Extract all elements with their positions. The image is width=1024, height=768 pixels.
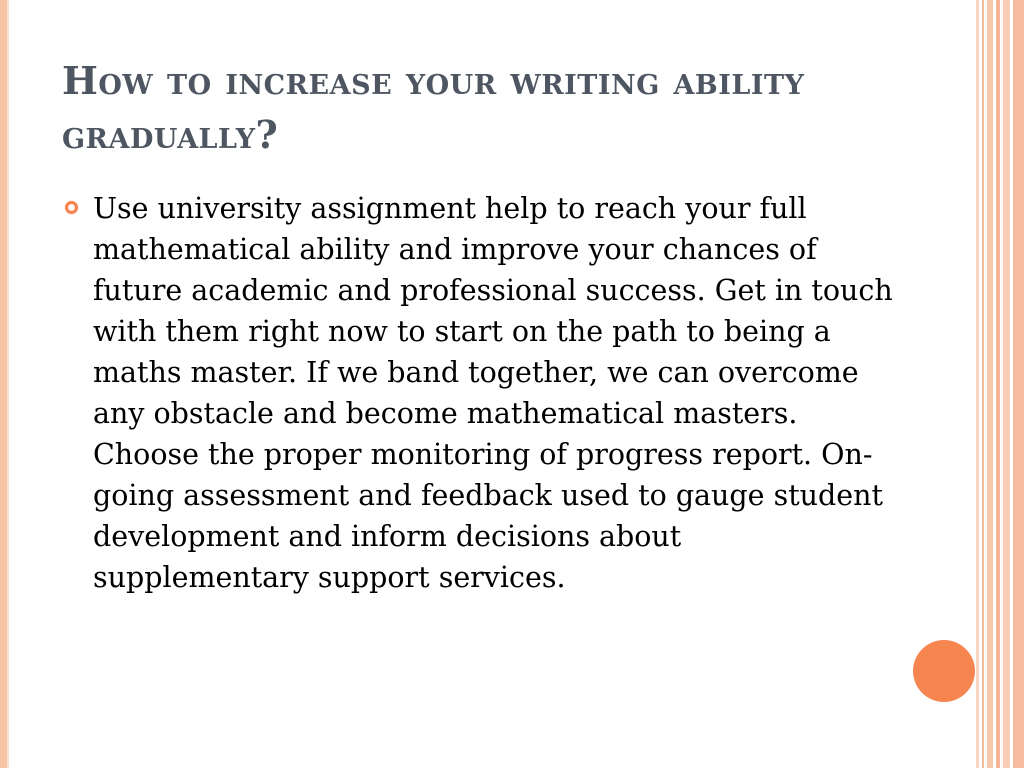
right-stripe	[982, 0, 984, 768]
slide-title: How to increase your writing ability gradually?	[62, 58, 805, 157]
orange-ring-bullet-icon	[64, 200, 79, 215]
right-stripe	[996, 0, 1000, 768]
decorative-orange-circle	[913, 640, 975, 702]
right-stripe	[976, 0, 979, 768]
right-stripe	[1013, 0, 1024, 768]
right-border-stripes	[976, 0, 1024, 768]
right-stripe	[1003, 0, 1010, 768]
bullet-item	[64, 188, 894, 598]
bullet-text: Use university assignment help to reach your full mathematical ability and improve your chances of future academic and professional success. Get in touch with them right now to start on the path to being a maths master. If we band together, we can overcome any obstacle and become mathematical masters. Choose the proper monitoring of progress report. On-going assessment and feedback used to gauge student development and inform decisions about supplementary support services.	[93, 192, 893, 594]
left-border-stripe	[0, 0, 7, 768]
right-stripe	[987, 0, 993, 768]
